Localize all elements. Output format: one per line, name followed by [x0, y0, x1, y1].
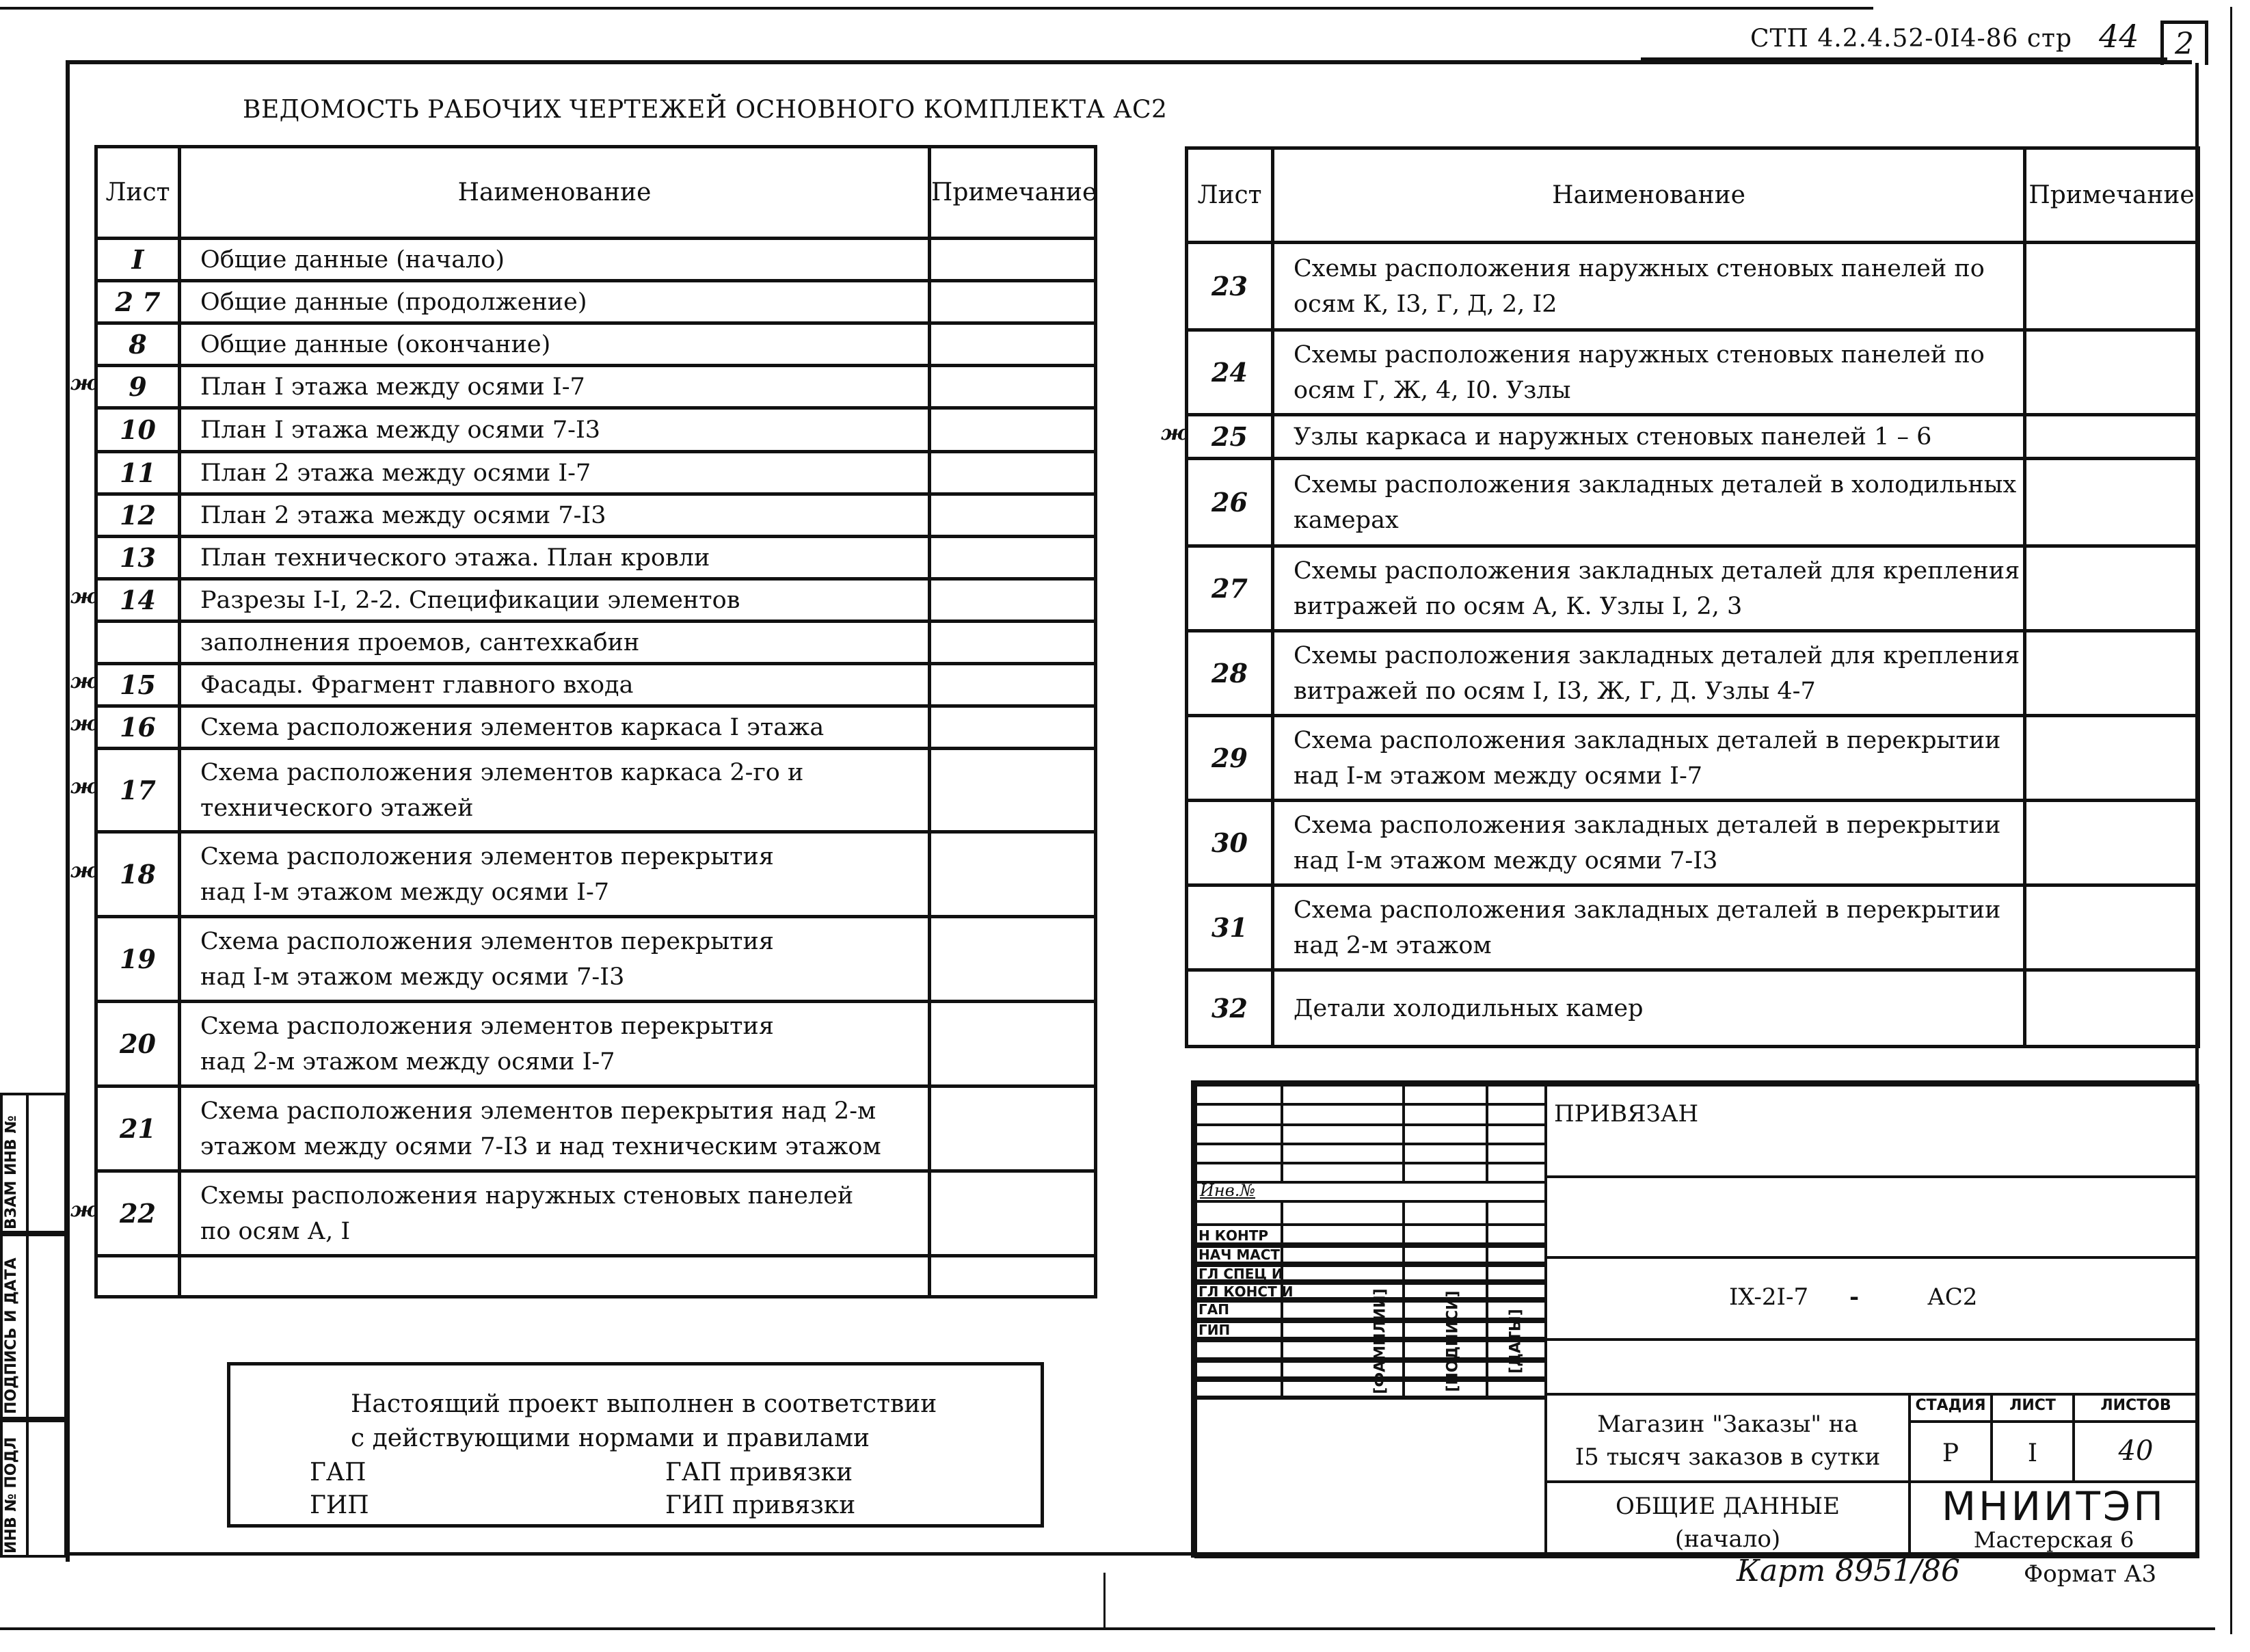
- drawing-name-line: Схема расположения элементов перекрытия над 2-м: [200, 1097, 876, 1125]
- object-name-line-1: Магазин "Заказы" на: [1597, 1411, 1858, 1438]
- note-cell: [2025, 459, 2199, 546]
- table-row: [96, 1002, 1096, 1087]
- drawing-name-line: этажом между осями 7-I3 и над техническим этажом: [200, 1132, 881, 1160]
- note-cell: [930, 1171, 1096, 1256]
- fold-mark: [1103, 1573, 1106, 1627]
- note-cell: [930, 323, 1096, 366]
- table-row: [96, 917, 1096, 1002]
- note-cell: [2025, 716, 2199, 801]
- gap-binding-label: ГАП привязки: [665, 1458, 853, 1487]
- gip-binding-label: ГИП привязки: [665, 1491, 856, 1519]
- drawing-name-cell: [180, 664, 930, 706]
- sheet-number: 21: [120, 1113, 156, 1144]
- note-cell: [930, 917, 1096, 1002]
- drawing-name-cell: [180, 323, 930, 366]
- table-row: [1187, 970, 2199, 1047]
- paper-format-label: Формат А3: [2024, 1560, 2157, 1588]
- sheet-number: 15: [120, 669, 156, 700]
- sheet-label: ЛИСТ: [2009, 1397, 2056, 1414]
- note-cell: [930, 239, 1096, 281]
- sheet-number-cell: [1161, 415, 1273, 459]
- sheet-number: 19: [120, 944, 156, 974]
- revision-mark: ж: [70, 1198, 98, 1222]
- sheet-number-cell: [96, 494, 180, 537]
- sheet-number: 13: [120, 542, 156, 573]
- column-header-note: Примечание: [2025, 148, 2199, 243]
- table-row: [96, 749, 1096, 832]
- table-row: [96, 832, 1096, 917]
- sheet-number-cell: [70, 664, 180, 706]
- drawing-name-line: План I этажа между осями I-7: [200, 373, 585, 401]
- drawing-name-line: осям К, I3, Г, Д, 2, I2: [1294, 290, 1557, 318]
- date-column-header: [ДАТЫ]: [1507, 1309, 1525, 1374]
- drawing-name-line: Схемы расположения наружных стеновых панелей: [200, 1182, 854, 1210]
- table-row: [96, 494, 1096, 537]
- revision-mark: ж: [70, 859, 98, 883]
- note-cell: [930, 622, 1096, 664]
- revision-mark: ж: [70, 585, 98, 609]
- sheet-number-cell: [96, 239, 180, 281]
- sheet-number-cell: [96, 1256, 180, 1297]
- table-row: [96, 579, 1096, 622]
- drawing-name-cell: [180, 452, 930, 494]
- sheet-number-cell: [1187, 801, 1273, 885]
- drawing-name-line: над 2-м этажом между осями I-7: [200, 1048, 615, 1076]
- signature-grid: [1194, 1084, 1547, 1558]
- sheet-number-cell: [70, 579, 180, 622]
- drawing-name-line-2: (начало): [1674, 1526, 1781, 1553]
- sheet-number-cell: [96, 537, 180, 579]
- drawing-name-line: Разрезы I-I, 2-2. Спецификации элементов: [200, 586, 740, 614]
- compliance-line-1: Настоящий проект выполнен в соответствии: [351, 1390, 937, 1418]
- note-cell: [2025, 970, 2199, 1047]
- table-row: [96, 452, 1096, 494]
- project-code: IX-2I-7: [1729, 1283, 1809, 1311]
- note-cell: [2025, 546, 2199, 631]
- drawings-list-left: [70, 145, 1097, 1298]
- drawing-name-line: над I-м этажом между осями I-7: [1294, 762, 1703, 790]
- note-cell: [2025, 631, 2199, 716]
- side-stamp: [0, 1093, 67, 1558]
- sheet-number-cell: [70, 1171, 180, 1256]
- role-label: Н КОНТР: [1198, 1227, 1269, 1244]
- drawing-name-line: План 2 этажа между осями 7-I3: [200, 501, 606, 529]
- revision-mark: ж: [70, 712, 98, 736]
- sheet-number-cell: [1187, 459, 1273, 546]
- drawing-name-cell: [180, 832, 930, 917]
- drawing-name-cell: [180, 239, 930, 281]
- sheet-number: 9: [129, 371, 147, 402]
- drawing-name-cell: [1273, 716, 2025, 801]
- drawing-name-cell: [1273, 631, 2025, 716]
- table-row: [1187, 631, 2199, 716]
- sheet-number: 26: [1211, 487, 1248, 518]
- drawing-name-cell: [1273, 459, 2025, 546]
- revision-mark: ж: [1161, 421, 1188, 445]
- sheet-title: ВЕДОМОСТЬ РАБОЧИХ ЧЕРТЕЖЕЙ ОСНОВНОГО КОМПЛЕКТА АС2: [243, 96, 1168, 124]
- sheet-number: 29: [1211, 743, 1248, 773]
- sheet-number-cell: [96, 281, 180, 323]
- drawing-name-cell: [180, 537, 930, 579]
- drawing-name-cell: [1273, 885, 2025, 970]
- drawing-name-cell: [1273, 970, 2025, 1047]
- drawing-name-cell: [180, 749, 930, 832]
- signature-grid-bottom: [1194, 1396, 1547, 1558]
- drawing-name-line: Схемы расположения наружных стеновых панелей по: [1294, 341, 1985, 369]
- drawing-name-line: Схема расположения элементов перекрытия: [200, 1012, 774, 1040]
- sheet-number-cell: [1187, 631, 1273, 716]
- compliance-statement-box: [227, 1362, 1044, 1528]
- bound-label: ПРИВЯЗАН: [1554, 1100, 1699, 1128]
- sheet-number: 14: [120, 585, 156, 615]
- drawing-name-cell: [1273, 801, 2025, 885]
- table-row: [1187, 801, 2199, 885]
- note-cell: [930, 366, 1096, 408]
- column-header-name: Наименование: [1273, 148, 2025, 243]
- drawing-name-line: Схема расположения элементов каркаса 2-го и: [200, 758, 804, 786]
- table-row: [96, 1256, 1096, 1297]
- drawing-name-line: витражей по осям I, I3, Ж, Г, Д. Узлы 4-7: [1294, 677, 1816, 705]
- side-stamp-label-replacement: ВЗАМ ИНВ №: [3, 1115, 20, 1229]
- code-separator: -: [1849, 1283, 1860, 1311]
- document-code: СТП 4.2.4.52-0I4-86 стр: [1750, 25, 2072, 53]
- sheet-number-cell: [70, 749, 180, 832]
- note-cell: [930, 1256, 1096, 1297]
- sheet-number: 8: [129, 329, 147, 360]
- sheet-number: 22: [120, 1198, 156, 1229]
- drawing-name-line: Общие данные (окончание): [200, 330, 551, 358]
- drawing-name-cell: [1273, 415, 2025, 459]
- note-cell: [2025, 330, 2199, 415]
- sheet-number: 25: [1211, 421, 1248, 452]
- drawing-name-line: по осям А, I: [200, 1217, 351, 1245]
- compliance-line-2: с действующими нормами и правилами: [351, 1424, 870, 1452]
- drawing-name-line-1: ОБЩИЕ ДАННЫЕ: [1616, 1493, 1840, 1520]
- sheet-top-edge: [0, 7, 1873, 10]
- sheet-number-cell: [1187, 970, 1273, 1047]
- side-stamp-field-replacement[interactable]: [29, 1093, 67, 1234]
- sheet-number-cell: [1187, 716, 1273, 801]
- handwritten-page-number: 44: [2099, 18, 2139, 55]
- role-label: ГЛ КОНСТ И: [1198, 1283, 1294, 1300]
- sheet-bottom-edge: [0, 1627, 2215, 1630]
- drawing-name-cell: [180, 622, 930, 664]
- table-row: [1187, 459, 2199, 546]
- stage-value: Р: [1942, 1439, 1959, 1467]
- note-cell: [930, 749, 1096, 832]
- sheet-number: 23: [1211, 271, 1248, 302]
- table-row: [96, 664, 1096, 706]
- drawings-list-right: [1161, 146, 2200, 1048]
- sheet-number: 24: [1211, 357, 1248, 388]
- drawing-name-line: План I этажа между осями 7-I3: [200, 416, 601, 444]
- handwritten-archive-note: Карт 8951/86: [1737, 1554, 1960, 1588]
- drawing-name-line: над 2-м этажом: [1294, 931, 1492, 959]
- drawing-name-cell: [180, 579, 930, 622]
- drawing-name-cell: [1273, 243, 2025, 330]
- drawing-name-line: План технического этажа. План кровли: [200, 544, 710, 572]
- sheet-number-cell: [1187, 243, 1273, 330]
- table-row: [96, 1087, 1096, 1171]
- drawing-name-line: Схема расположения элементов перекрытия: [200, 927, 774, 955]
- drawing-name-line: Фасады. Фрагмент главного входа: [200, 671, 634, 699]
- drawing-name-line: Детали холодильных камер: [1294, 994, 1644, 1022]
- drawing-name-line: Схемы расположения закладных деталей для крепления: [1294, 641, 2020, 669]
- sheet-number: 32: [1211, 993, 1248, 1024]
- sheet-number: 2 7: [115, 287, 161, 317]
- sheet-number-cell: [1187, 885, 1273, 970]
- role-label: ГАП: [1198, 1301, 1229, 1318]
- sheet-number: 18: [120, 859, 156, 890]
- drawing-name-cell: [180, 706, 930, 749]
- drawing-name-cell: [1273, 330, 2025, 415]
- side-stamp-field-signature[interactable]: [29, 1234, 67, 1420]
- sheet-number: 16: [120, 712, 156, 743]
- side-stamp-label-inventory: ИНВ № ПОДЛ: [3, 1437, 20, 1554]
- gip-label: ГИП: [310, 1491, 369, 1519]
- note-cell: [930, 1002, 1096, 1087]
- note-cell: [2025, 801, 2199, 885]
- column-header-sheet: Лист: [1187, 148, 1273, 243]
- sheet-number: 17: [120, 775, 156, 805]
- workshop-name: Мастерская 6: [1973, 1527, 2134, 1553]
- drawing-name-line: над I-м этажом между осями 7-I3: [200, 963, 625, 991]
- drawing-name-line: витражей по осям А, К. Узлы I, 2, 3: [1294, 592, 1743, 620]
- stage-label: СТАДИЯ: [1915, 1397, 1986, 1414]
- drawing-name-line: План 2 этажа между осями I-7: [200, 459, 591, 487]
- sheet-number-cell: [70, 706, 180, 749]
- drawing-name-line: Схемы расположения закладных деталей для крепления: [1294, 557, 2020, 585]
- column-header-note: Примечание: [930, 147, 1096, 239]
- drawing-name-line: Схемы расположения закладных деталей в холодильных: [1294, 470, 2017, 498]
- drawing-name-line: камерах: [1294, 506, 1399, 534]
- sheet-number: 28: [1211, 658, 1248, 689]
- role-label: ГЛ СПЕЦ И: [1198, 1266, 1283, 1282]
- object-name-line-2: I5 тысяч заказов в сутки: [1575, 1443, 1881, 1471]
- column-header-sheet: Лист: [96, 147, 180, 239]
- surname-column-header: [ФАМИЛИИ]: [1371, 1288, 1389, 1394]
- drawing-name-cell: [180, 1171, 930, 1256]
- table-row: [96, 239, 1096, 281]
- table-row: [96, 1171, 1096, 1256]
- sheet-number: 30: [1211, 827, 1248, 858]
- blank-field[interactable]: [1544, 1175, 2199, 1259]
- inventory-number-label: Инв.№: [1200, 1181, 1256, 1200]
- project-code-field: [1544, 1256, 2199, 1341]
- table-row: [96, 323, 1096, 366]
- table-row: [1187, 330, 2199, 415]
- sheet-number-cell: [70, 832, 180, 917]
- sheet-number-box: 2: [2160, 21, 2208, 65]
- sheet-number-cell: [96, 1087, 180, 1171]
- sheet-number: 11: [120, 457, 156, 488]
- drawing-name-line: Узлы каркаса и наружных стеновых панелей 1 – 6: [1294, 423, 1932, 451]
- drawing-name-cell: [180, 1002, 930, 1087]
- drawing-name-line: осям Г, Ж, 4, I0. Узлы: [1294, 376, 1571, 404]
- note-cell: [930, 579, 1096, 622]
- drawing-name-line: Схема расположения элементов каркаса I этажа: [200, 713, 825, 741]
- drawing-name-line: Схема расположения закладных деталей в перекрытии: [1294, 811, 2001, 839]
- table-row: [1187, 885, 2199, 970]
- organization-name: МНИИТЭП: [1942, 1483, 2166, 1530]
- drawing-name-line: Общие данные (продолжение): [200, 288, 587, 316]
- note-cell: [930, 537, 1096, 579]
- note-cell: [2025, 243, 2199, 330]
- note-cell: [2025, 885, 2199, 970]
- drawing-name-line: Схема расположения закладных деталей в перекрытии: [1294, 726, 2001, 754]
- table-row: [96, 366, 1096, 408]
- right-sheet-edge: [2230, 7, 2232, 1634]
- drawing-name-cell: [180, 408, 930, 452]
- bound-field[interactable]: [1544, 1084, 2199, 1178]
- revision-mark: ж: [70, 669, 98, 693]
- drawing-name-cell: [180, 917, 930, 1002]
- set-code: АС2: [1927, 1283, 1978, 1311]
- note-cell: [930, 408, 1096, 452]
- drawing-name-cell: [180, 1087, 930, 1171]
- table-row: [1187, 415, 2199, 459]
- sheet-number-cell: [1187, 330, 1273, 415]
- sheet-number-cell: [96, 622, 180, 664]
- table-row: [1187, 243, 2199, 330]
- note-cell: [930, 664, 1096, 706]
- sheet-value: I: [2027, 1439, 2038, 1467]
- column-header-name: Наименование: [180, 147, 930, 239]
- note-cell: [930, 452, 1096, 494]
- note-cell: [930, 832, 1096, 917]
- title-block: [1191, 1080, 2199, 1558]
- table-row: [96, 537, 1096, 579]
- note-cell: [2025, 415, 2199, 459]
- revision-mark: ж: [70, 775, 98, 799]
- sheet-number: 27: [1211, 573, 1248, 604]
- sheet-number-cell: [96, 323, 180, 366]
- drawing-name-line: Схемы расположения наружных стеновых панелей по: [1294, 254, 1985, 282]
- sheets-total-label: ЛИСТОВ: [2100, 1397, 2171, 1414]
- sheet-number: 12: [120, 500, 156, 531]
- role-label: НАЧ МАСТ: [1198, 1247, 1281, 1263]
- note-cell: [930, 494, 1096, 537]
- sheet-number-cell: [96, 1002, 180, 1087]
- right-table-body: [1161, 243, 2199, 1047]
- signature-column-header: [ПОДПИСИ]: [1444, 1290, 1462, 1392]
- revision-mark: ж: [70, 371, 98, 395]
- table-row: [1187, 546, 2199, 631]
- drawing-name-line: Общие данные (начало): [200, 245, 505, 274]
- drawing-name-line: заполнения проемов, сантехкабин: [200, 628, 640, 656]
- table-row: [96, 706, 1096, 749]
- sheet-number-cell: [96, 452, 180, 494]
- drawing-name-cell: [180, 494, 930, 537]
- role-label: ГИП: [1198, 1322, 1231, 1338]
- drawing-name-cell: [180, 1256, 930, 1297]
- sheet-number: 20: [120, 1028, 156, 1059]
- sheet-number-cell: [70, 366, 180, 408]
- sheet-number: I: [131, 244, 144, 275]
- drawing-name-cell: [180, 281, 930, 323]
- sheet-number: 10: [120, 414, 156, 445]
- sheets-total-value: 40: [2118, 1435, 2154, 1467]
- side-stamp-label-signature: ПОДПИСЬ И ДАТА: [3, 1257, 20, 1414]
- left-table-body: [70, 239, 1096, 1297]
- drawing-name-cell: [180, 366, 930, 408]
- table-row: [96, 281, 1096, 323]
- table-row: [96, 408, 1096, 452]
- drawing-name-line: Схема расположения закладных деталей в перекрытии: [1294, 896, 2001, 924]
- drawing-name-line: технического этажей: [200, 794, 474, 822]
- drawing-name-line: над I-м этажом между осями 7-I3: [1294, 847, 1718, 875]
- note-cell: [930, 706, 1096, 749]
- side-stamp-field-inventory[interactable]: [29, 1420, 67, 1558]
- drawing-name-line: над I-м этажом между осями I-7: [200, 878, 610, 906]
- gap-label: ГАП: [310, 1458, 366, 1487]
- sheet-number-cell: [96, 408, 180, 452]
- blank-field-2[interactable]: [1544, 1338, 2199, 1396]
- note-cell: [930, 1087, 1096, 1171]
- table-row: [96, 622, 1096, 664]
- sheet-number-cell: [1187, 546, 1273, 631]
- sheet-number-cell: [96, 917, 180, 1002]
- drawing-name-cell: [1273, 546, 2025, 631]
- note-cell: [930, 281, 1096, 323]
- drawing-name-line: Схема расположения элементов перекрытия: [200, 842, 774, 870]
- table-row: [1187, 716, 2199, 801]
- sheet-number: 31: [1211, 912, 1248, 943]
